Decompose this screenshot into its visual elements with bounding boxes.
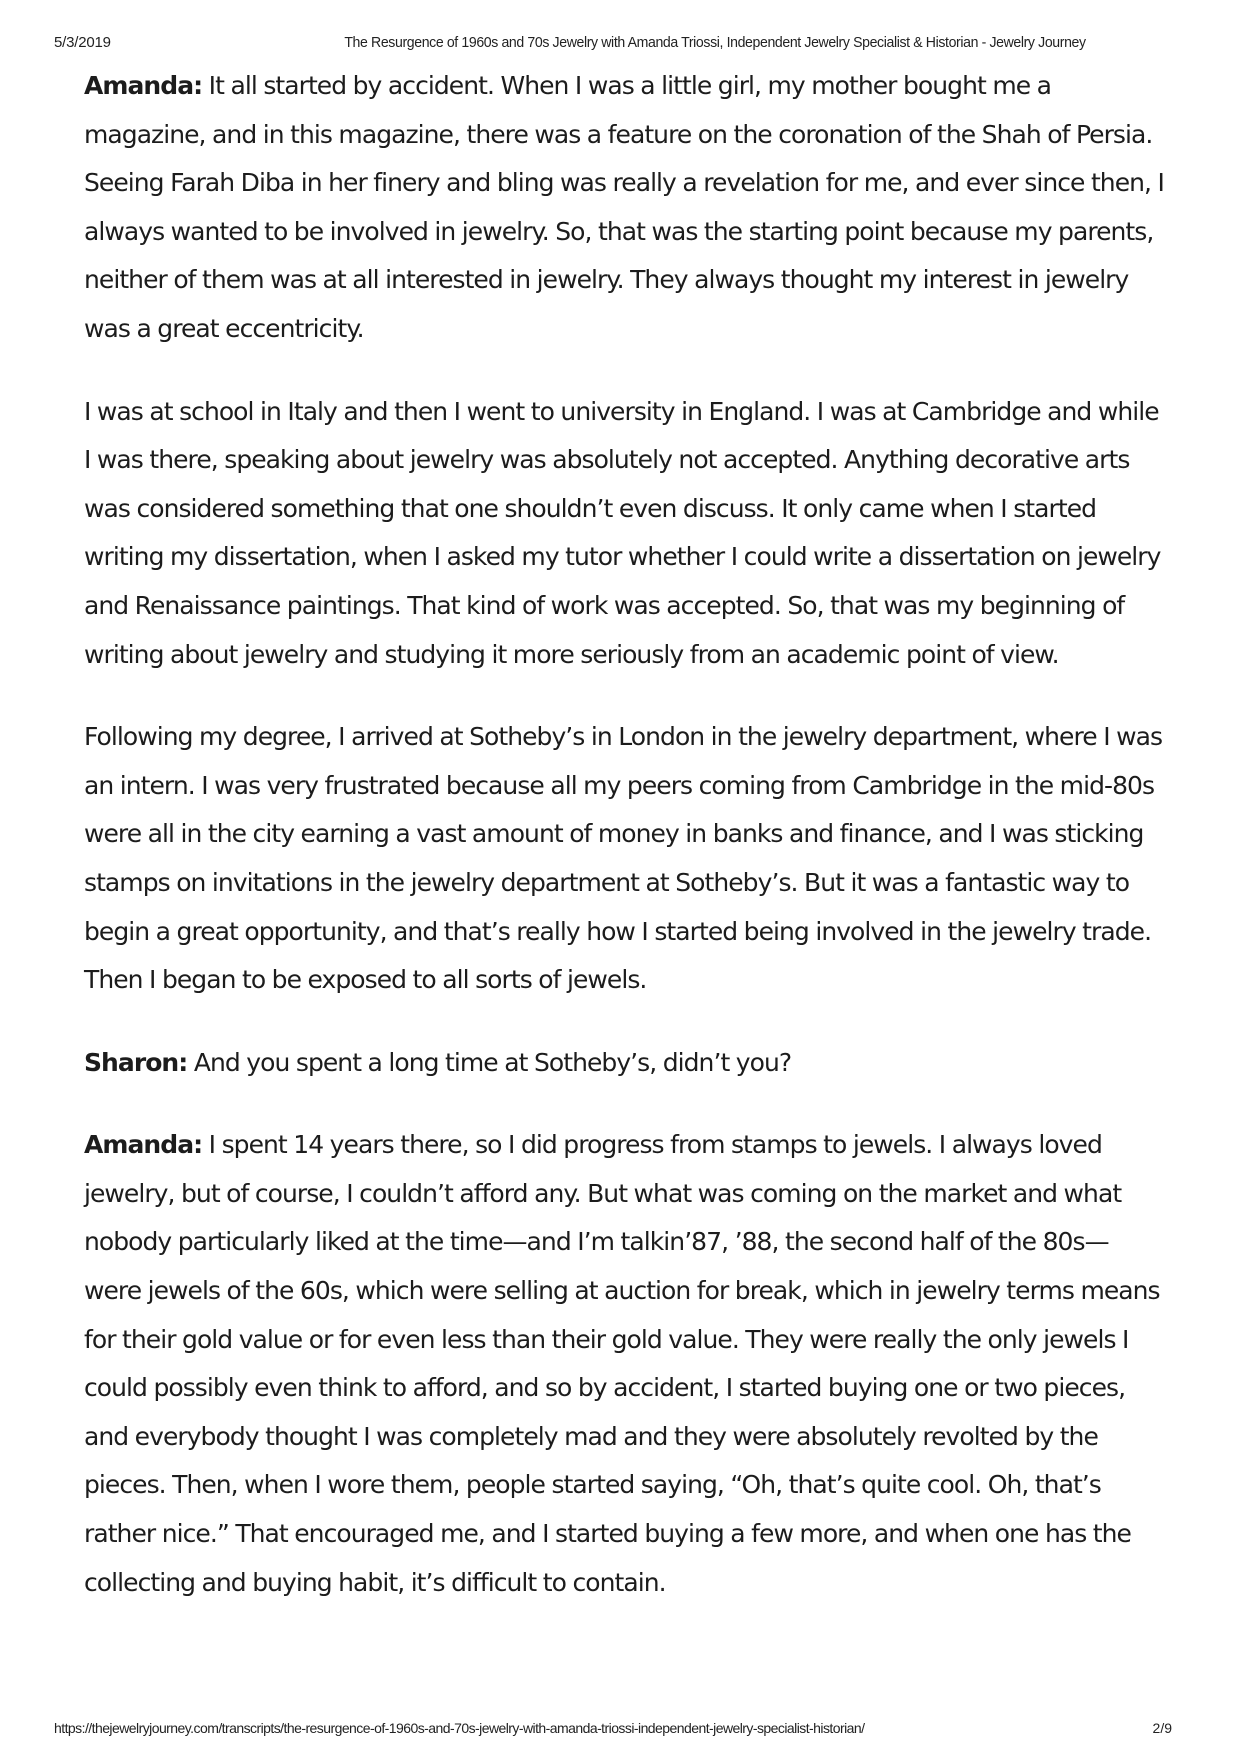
document-title: The Resurgence of 1960s and 70s Jewelry with Amanda Triossi, Independent Jewelry Specialist & Historian - Jewelry Journey [344,34,1086,51]
transcript-paragraph [84,713,1164,1005]
paragraph-text: I spent 14 years there, so I did progress from stamps to jewels. I always loved jewelry, but of course, I couldn’t afford any. But what was coming on the market and what nobody particularly liked at the time—and I’m talkin’87, ’88, the second half of the 80s—were jewels of the 60s, which were selling at auction for break, which in jewelry terms means for their gold value or for even less than their gold value. They were really the only jewels I could possibly even think to afford, and so by accident, I started buying one or two pieces, and everybody thought I was completely mad and they were absolutely revolted by the pieces. Then, when I wore them, people started saying, “Oh, that’s quite cool. Oh, that’s rather nice.” That encouraged me, and I started buying a few more, and when one has the collecting and buying habit, it’s difficult to contain. [84,1130,1160,1597]
transcript-body [84,62,1164,1641]
transcript-paragraph [84,1039,1164,1088]
speaker-label: Sharon: [84,1047,188,1077]
transcript-paragraph [84,62,1164,354]
transcript-paragraph [84,1121,1164,1607]
speaker-label: Amanda: [84,1130,203,1160]
paragraph-text: It all started by accident. When I was a little girl, my mother bought me a magazine, and in this magazine, there was a feature on the coronation of the Shah of Persia. Seeing Farah Diba in her finery and bling was really a revelation for me, and ever since then, I always wanted to be involved in jewelry. So, that was the starting point because my parents, neither of them was at all interested in jewelry. They always thought my interest in jewelry was a great eccentricity. [84,71,1164,343]
print-date: 5/3/2019 [54,34,111,51]
speaker-label: Amanda: [84,71,203,100]
print-footer [54,1720,1186,1740]
paragraph-text: And you spent a long time at Sotheby’s, didn’t you? [187,1047,792,1077]
page-url[interactable]: https://thejewelryjourney.com/transcripts/the-resurgence-of-1960s-and-70s-jewelry-with-amanda-triossi-independent-jewelry-specialist-historian/ [54,1720,865,1736]
print-header [54,34,1186,54]
transcript-paragraph [84,388,1164,680]
paragraph-text: I was at school in Italy and then I went to university in England. I was at Cambridge and while I was there, speaking about jewelry was absolutely not accepted. Anything decorative arts was considered something that one shouldn’t even discuss. It only came when I started writing my dissertation, when I asked my tutor whether I could write a dissertation on jewelry and Renaissance paintings. That kind of work was accepted. So, that was my beginning of writing about jewelry and studying it more seriously from an academic point of view. [84,396,1161,669]
page-number: 2/9 [1152,1720,1172,1736]
paragraph-text: Following my degree, I arrived at Sotheby’s in London in the jewelry department, where I was an intern. I was very frustrated because all my peers coming from Cambridge in the mid-80s were all in the city earning a vast amount of money in banks and finance, and I was sticking stamps on invitations in the jewelry department at Sotheby’s. But it was a fantastic way to begin a great opportunity, and that’s really how I started being involved in the jewelry trade. Then I began to be exposed to all sorts of jewels. [84,722,1163,995]
